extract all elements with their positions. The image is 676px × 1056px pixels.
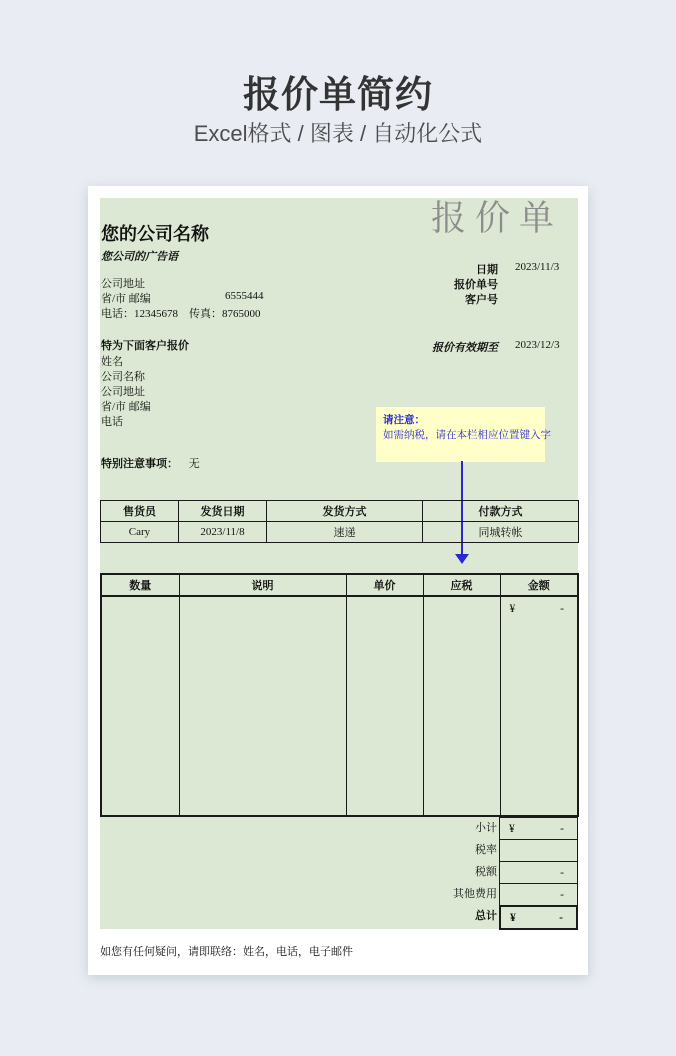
subtotal-label: 小计 — [475, 822, 497, 834]
items-cell-quantity[interactable] — [101, 596, 179, 816]
shipping-cell-ship-method[interactable]: 速递 — [267, 522, 423, 543]
grand-total-value: - — [559, 911, 563, 924]
items-table — [100, 573, 579, 817]
special-notes-value: 无 — [188, 458, 200, 470]
currency-symbol: ¥ — [509, 822, 515, 835]
currency-symbol: ¥ — [510, 911, 516, 924]
company-address: 公司地址 — [101, 278, 145, 290]
items-header-unit-price: 单价 — [346, 574, 423, 596]
tax-note-box — [376, 407, 551, 462]
tax-note-body: 如需纳税，请在本栏相应位置键入字 — [383, 430, 551, 441]
shipping-header-ship-method: 发货方式 — [267, 501, 423, 522]
special-notes-label: 特别注意事项： — [101, 458, 178, 470]
valid-until-value[interactable]: 2023/12/3 — [515, 339, 560, 351]
other-fees-value: - — [560, 888, 564, 901]
tax-amount-value-box[interactable] — [499, 861, 578, 884]
grand-total-label: 总计 — [475, 910, 497, 922]
items-amount-value — [501, 597, 578, 615]
company-zip-value: 6555444 — [225, 290, 264, 302]
amount-dash: - — [560, 603, 564, 615]
tax-rate-value-box[interactable] — [499, 839, 578, 862]
shipping-header-salesperson: 售货员 — [101, 501, 179, 522]
arrow-down-icon — [455, 554, 469, 564]
other-fees-label: 其他费用 — [453, 888, 497, 900]
shipping-header-ship-date: 发货日期 — [179, 501, 267, 522]
customer-field-name: 姓名 — [101, 356, 123, 368]
company-slogan: 您公司的广告语 — [101, 251, 178, 263]
items-header-quantity: 数量 — [101, 574, 179, 596]
customer-number-label: 客户号 — [465, 294, 498, 306]
company-name: 您的公司名称 — [101, 224, 209, 244]
customer-heading: 特为下面客户报价 — [101, 340, 189, 352]
quote-number-label: 报价单号 — [454, 279, 498, 291]
shipping-cell-salesperson[interactable]: Cary — [101, 522, 179, 543]
quote-paper — [100, 198, 578, 929]
shipping-cell-ship-date[interactable]: 2023/11/8 — [179, 522, 267, 543]
tax-rate-label: 税率 — [475, 844, 497, 856]
tax-note-title: 请注意： — [383, 415, 425, 426]
tax-amount-label: 税额 — [475, 866, 497, 878]
currency-symbol: ¥ — [509, 603, 516, 615]
date-value[interactable]: 2023/11/3 — [515, 261, 560, 273]
items-cell-amount[interactable] — [500, 596, 578, 816]
subtotal-value: - — [560, 822, 564, 835]
items-cell-unit-price[interactable] — [346, 596, 423, 816]
customer-field-phone: 电话 — [101, 416, 123, 428]
tax-amount-value: - — [560, 866, 564, 879]
items-header-description: 说明 — [179, 574, 346, 596]
items-cell-description[interactable] — [179, 596, 346, 816]
shipping-table — [100, 500, 579, 543]
grand-total-value-box[interactable] — [499, 905, 578, 930]
items-cell-taxable[interactable] — [423, 596, 500, 816]
shipping-header-payment-method: 付款方式 — [423, 501, 579, 522]
page-subtitle: Excel格式 / 图表 / 自动化公式 — [193, 121, 483, 146]
contact-footer: 如您有任何疑问，请即联络：姓名，电话，电子邮件 — [100, 946, 353, 958]
customer-field-address: 公司地址 — [101, 386, 145, 398]
valid-until-label: 报价有效期至 — [432, 342, 498, 354]
quote-title: 报价单 — [430, 199, 563, 238]
items-header-amount: 金额 — [500, 574, 578, 596]
date-label: 日期 — [476, 264, 498, 276]
other-fees-value-box[interactable] — [499, 883, 578, 906]
items-header-taxable: 应税 — [423, 574, 500, 596]
page-title: 报价单简约 — [243, 74, 433, 115]
customer-field-region-zip: 省/市 邮编 — [101, 401, 151, 413]
subtotal-value-box[interactable] — [499, 817, 578, 840]
company-region-zip: 省/市 邮编 — [101, 293, 151, 305]
special-notes-line — [101, 455, 200, 471]
customer-field-company: 公司名称 — [101, 371, 145, 383]
quote-sheet — [88, 186, 588, 975]
company-phone-fax: 电话：12345678 传真：8765000 — [101, 308, 261, 320]
shipping-cell-payment-method[interactable]: 同城转帐 — [423, 522, 579, 543]
